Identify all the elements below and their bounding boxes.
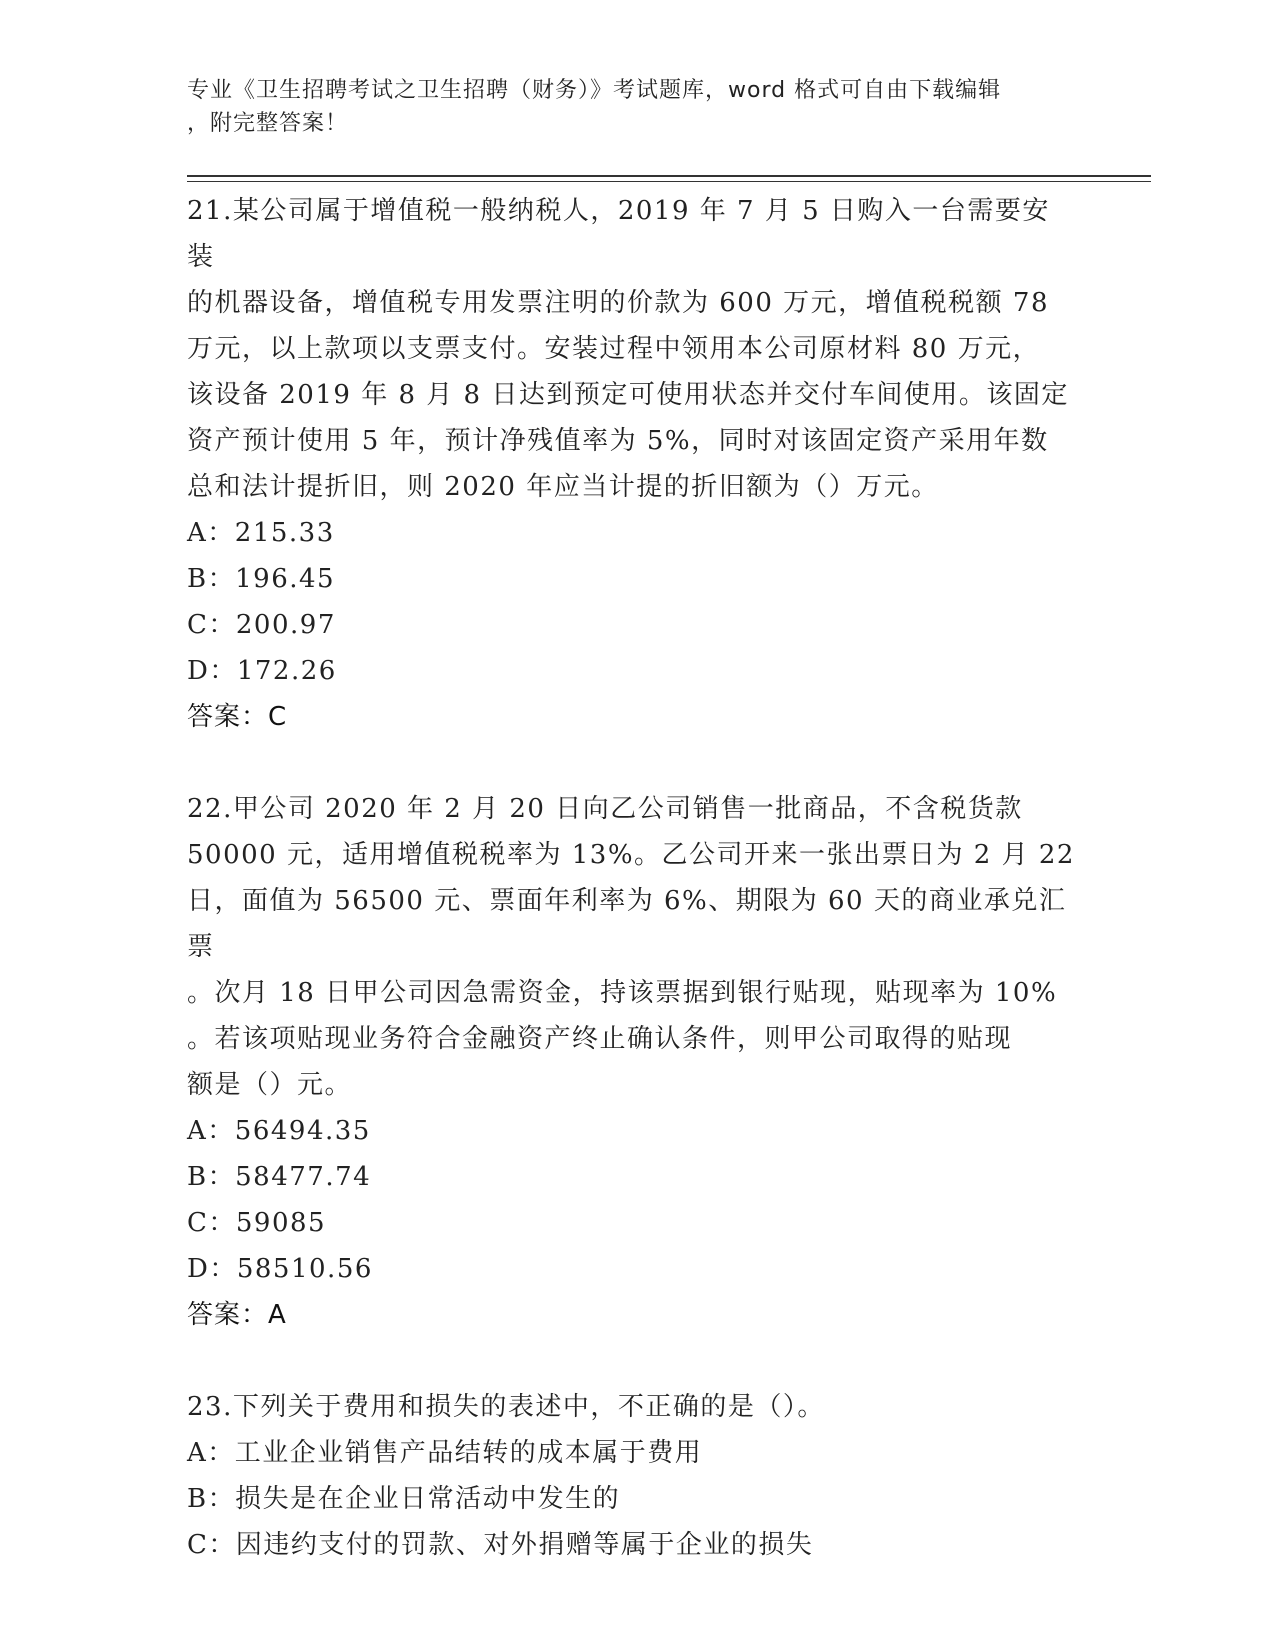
option-a: A：56494.35: [187, 1116, 371, 1146]
option-d: D：172.26: [187, 656, 337, 686]
question-stem: 21.某公司属于增值税一般纳税人，2019 年 7 月 5 日购入一台需要安装 的机器设备，增值税专用发票注明的价款为 600 万元，增值税税额 78 万元，以上款项以支票支付。安装过程中领用本公司原材料 80 万元， 该设备 2019 年 8 月 8 日达到预定可使用状态并交付车间使用。该固定 资产预计使用 5 年，预计净残值率为 5%，同时对该固定资产采用年数 总和法计提折旧，则 2020 年应当计提的折旧额为（）万元。: [187, 196, 1069, 502]
document-header: [187, 74, 1067, 140]
option-b: B：58477.74: [187, 1162, 372, 1192]
question-stem: 22.甲公司 2020 年 2 月 20 日向乙公司销售一批商品，不含税货款 50000 元，适用增值税税率为 13%。乙公司开来一张出票日为 2 月 22 日，面值为 56500 元、票面年利率为 6%、期限为 60 天的商业承兑汇票 。次月 18 日甲公司因急需资金，持该票据到银行贴现，贴现率为 10% 。若该项贴现业务符合金融资产终止确认条件，则甲公司取得的贴现 额是（）元。: [187, 794, 1075, 1100]
question-stem: 23.下列关于费用和损失的表述中，不正确的是（）。: [187, 1392, 825, 1422]
question-list: [187, 188, 1077, 1568]
option-c: C：59085: [187, 1208, 327, 1238]
option-c: C：200.97: [187, 610, 336, 640]
option-d: D：58510.56: [187, 1254, 373, 1284]
question-21: [187, 188, 1077, 740]
header-line-1: 专业《卫生招聘考试之卫生招聘（财务）》考试题库，word 格式可自由下载编辑: [187, 78, 1002, 103]
option-a: A：工业企业销售产品结转的成本属于费用: [187, 1438, 703, 1468]
spacer: [187, 740, 1077, 786]
answer-line: 答案：C: [187, 702, 288, 732]
answer-line: 答案：A: [187, 1300, 287, 1330]
option-b: B：损失是在企业日常活动中发生的: [187, 1484, 621, 1514]
option-b: B：196.45: [187, 564, 336, 594]
question-23: [187, 1384, 1077, 1568]
header-line-2: ，附完整答案！: [187, 111, 349, 136]
header-divider-thin: [187, 181, 1151, 182]
spacer: [187, 1338, 1077, 1384]
option-a: A：215.33: [187, 518, 335, 548]
question-22: [187, 786, 1077, 1338]
header-divider-thick: [187, 175, 1151, 177]
option-c: C：因违约支付的罚款、对外捐赠等属于企业的损失: [187, 1530, 814, 1560]
